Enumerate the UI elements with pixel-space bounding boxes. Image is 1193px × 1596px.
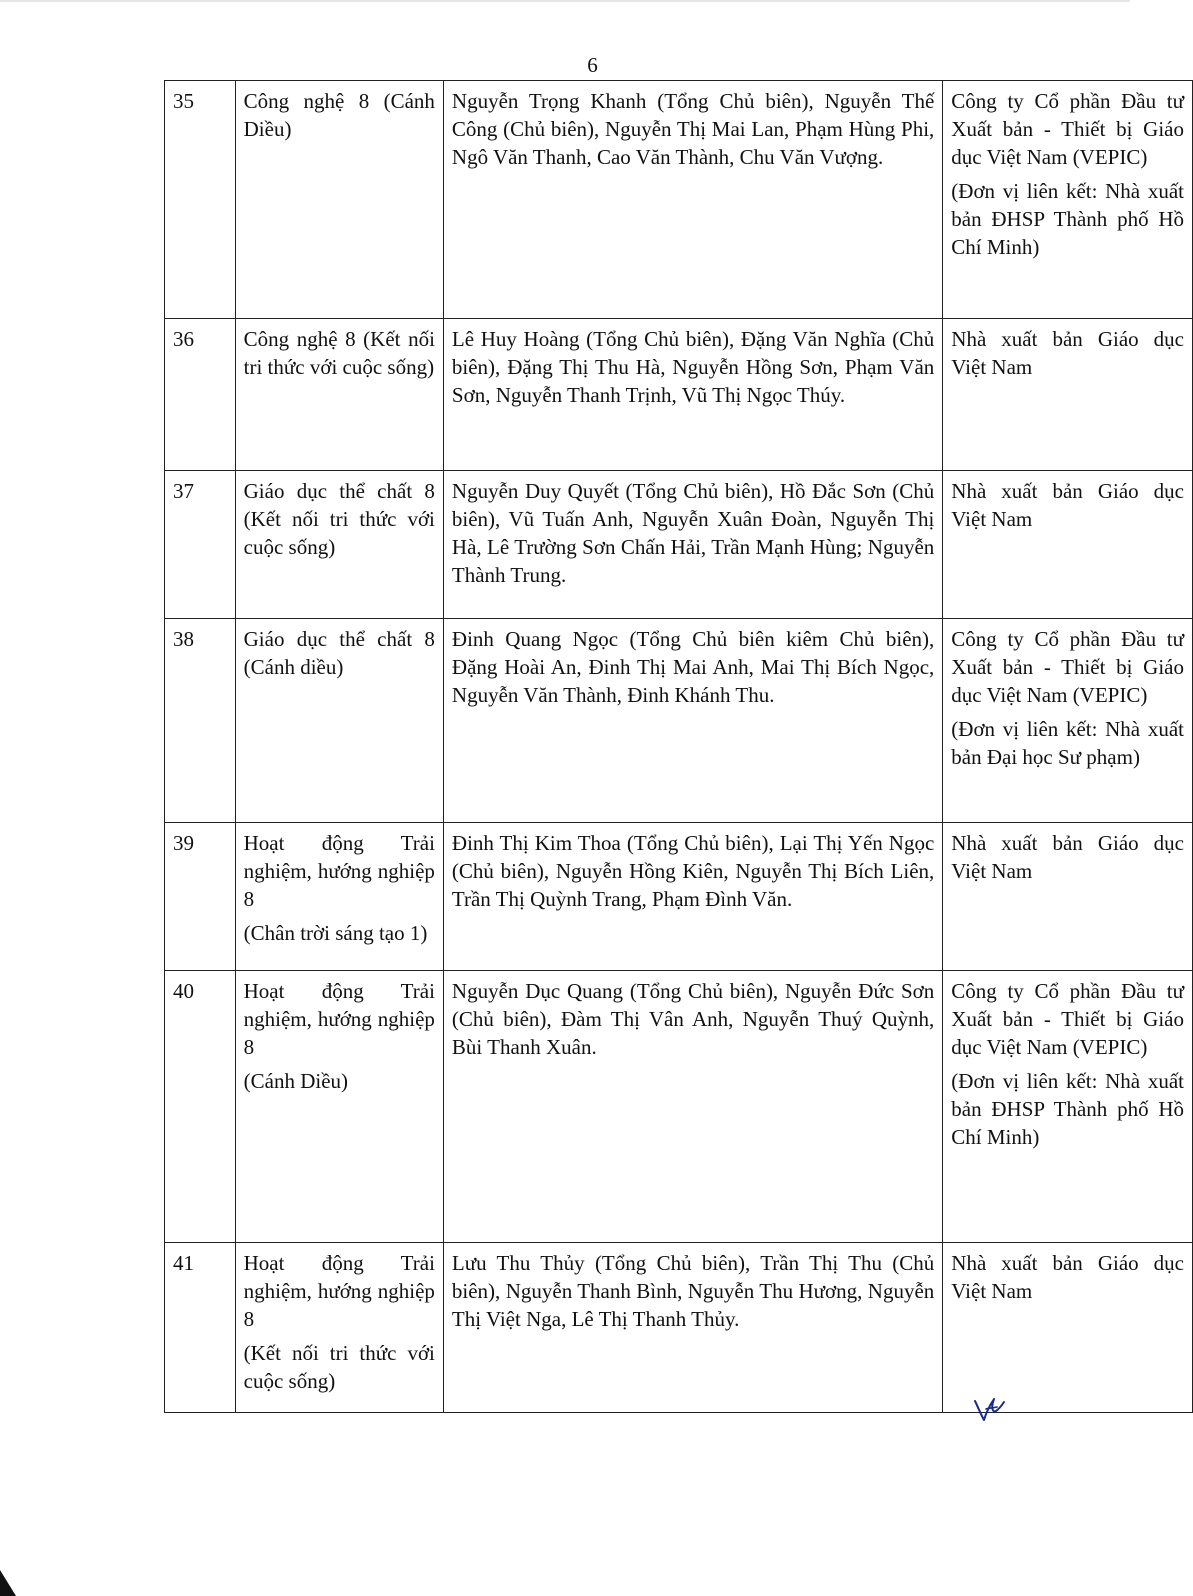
book-publisher xyxy=(943,971,1193,1243)
publisher-name: Nhà xuất bản Giáo dục Việt Nam xyxy=(951,831,1184,883)
book-series: (Kết nối tri thức với cuộc sống) xyxy=(243,1341,435,1393)
row-number: 41 xyxy=(165,1243,236,1413)
row-number: 38 xyxy=(165,619,236,823)
publisher-affiliate: (Đơn vị liên kết: Nhà xuất bản ĐHSP Thành phố Hồ Chí Minh) xyxy=(951,179,1184,259)
book-publisher xyxy=(943,471,1193,619)
row-number: 37 xyxy=(165,471,236,619)
book-title xyxy=(235,319,443,471)
book-title-text: Giáo dục thể chất 8 (Cánh diều) xyxy=(243,627,435,679)
row-number: 35 xyxy=(165,81,236,319)
table-row xyxy=(165,319,1193,471)
table-row xyxy=(165,471,1193,619)
table-row xyxy=(165,823,1193,971)
book-authors xyxy=(443,471,942,619)
scan-corner-mark xyxy=(0,1570,16,1596)
book-title xyxy=(235,1243,443,1413)
book-title xyxy=(235,823,443,971)
book-authors-text: Đinh Quang Ngọc (Tổng Chủ biên kiêm Chủ biên), Đặng Hoài An, Đinh Thị Mai Anh, Mai Thị Bích Ngọc, Nguyễn Văn Thành, Đinh Khánh Thu. xyxy=(451,627,935,707)
publisher-affiliate: (Đơn vị liên kết: Nhà xuất bản ĐHSP Thành phố Hồ Chí Minh) xyxy=(951,1069,1184,1149)
table-row xyxy=(165,971,1193,1243)
book-authors-text: Nguyễn Dục Quang (Tổng Chủ biên), Nguyễn Đức Sơn (Chủ biên), Đàm Thị Vân Anh, Nguyễn Thuý Quỳnh, Bùi Thanh Xuân. xyxy=(451,979,935,1059)
book-publisher xyxy=(943,823,1193,971)
book-series: (Cánh Diều) xyxy=(243,1069,349,1093)
table-row xyxy=(165,619,1193,823)
book-publisher xyxy=(943,619,1193,823)
book-authors-text: Đinh Thị Kim Thoa (Tổng Chủ biên), Lại Thị Yến Ngọc (Chủ biên), Nguyễn Hồng Kiên, Nguyễn Thị Bích Liên, Trần Thị Quỳnh Trang, Phạm Đình Văn. xyxy=(451,831,935,911)
book-title-text: Hoạt động Trải nghiệm, hướng nghiệp 8 xyxy=(243,1251,435,1331)
table-row xyxy=(165,1243,1193,1413)
book-title-text: Công nghệ 8 (Cánh Diều) xyxy=(243,89,435,141)
book-title xyxy=(235,619,443,823)
book-authors-text: Lê Huy Hoàng (Tổng Chủ biên), Đặng Văn Nghĩa (Chủ biên), Đặng Thị Thu Hà, Nguyễn Hồng Sơn, Phạm Văn Sơn, Nguyễn Thanh Trịnh, Vũ Thị Ngọc Thúy. xyxy=(451,327,935,407)
publisher-name: Công ty Cổ phần Đầu tư Xuất bản - Thiết bị Giáo dục Việt Nam (VEPIC) xyxy=(951,979,1184,1059)
table-row xyxy=(165,81,1193,319)
book-authors-text: Lưu Thu Thủy (Tổng Chủ biên), Trần Thị Thu (Chủ biên), Nguyễn Thanh Bình, Nguyễn Thu Hương, Nguyễn Thị Việt Nga, Lê Thị Thanh Thủy. xyxy=(451,1251,935,1331)
book-authors-text: Nguyễn Duy Quyết (Tổng Chủ biên), Hồ Đắc Sơn (Chủ biên), Vũ Tuấn Anh, Nguyễn Xuân Đoàn, Nguyễn Thị Hà, Lê Trường Sơn Chấn Hải, Trần Mạnh Hùng; Nguyễn Thành Trung. xyxy=(451,479,935,587)
row-number: 36 xyxy=(165,319,236,471)
book-authors xyxy=(443,81,942,319)
book-title xyxy=(235,81,443,319)
book-authors xyxy=(443,971,942,1243)
book-title xyxy=(235,971,443,1243)
book-authors-text: Nguyễn Trọng Khanh (Tổng Chủ biên), Nguyễn Thế Công (Chủ biên), Nguyễn Thị Mai Lan, Phạm Hùng Phi, Ngô Văn Thanh, Cao Văn Thành, Chu Văn Vượng. xyxy=(451,89,935,169)
page-number: 6 xyxy=(587,53,598,77)
publisher-name: Công ty Cổ phần Đầu tư Xuất bản - Thiết bị Giáo dục Việt Nam (VEPIC) xyxy=(951,627,1184,707)
textbook-list-table xyxy=(164,80,1193,1413)
book-title-text: Hoạt động Trải nghiệm, hướng nghiệp 8 xyxy=(243,979,435,1059)
book-title-text: Hoạt động Trải nghiệm, hướng nghiệp 8 xyxy=(243,831,435,911)
publisher-name: Nhà xuất bản Giáo dục Việt Nam xyxy=(951,479,1184,531)
book-title-text: Giáo dục thể chất 8 (Kết nối tri thức với cuộc sống) xyxy=(243,479,435,559)
book-publisher xyxy=(943,1243,1193,1413)
row-number: 40 xyxy=(165,971,236,1243)
book-authors xyxy=(443,1243,942,1413)
publisher-affiliate: (Đơn vị liên kết: Nhà xuất bản Đại học Sư phạm) xyxy=(951,717,1184,769)
book-title-text: Công nghệ 8 (Kết nối tri thức với cuộc sống) xyxy=(243,327,435,379)
publisher-name: Nhà xuất bản Giáo dục Việt Nam xyxy=(951,327,1184,379)
row-number: 39 xyxy=(165,823,236,971)
initials-signature xyxy=(972,1393,1006,1423)
book-publisher xyxy=(943,81,1193,319)
book-authors xyxy=(443,319,942,471)
book-title xyxy=(235,471,443,619)
book-publisher xyxy=(943,319,1193,471)
book-authors xyxy=(443,823,942,971)
publisher-name: Nhà xuất bản Giáo dục Việt Nam xyxy=(951,1251,1184,1303)
publisher-name: Công ty Cổ phần Đầu tư Xuất bản - Thiết bị Giáo dục Việt Nam (VEPIC) xyxy=(951,89,1184,169)
scan-edge xyxy=(0,0,1130,2)
book-authors xyxy=(443,619,942,823)
book-series: (Chân trời sáng tạo 1) xyxy=(243,921,428,945)
